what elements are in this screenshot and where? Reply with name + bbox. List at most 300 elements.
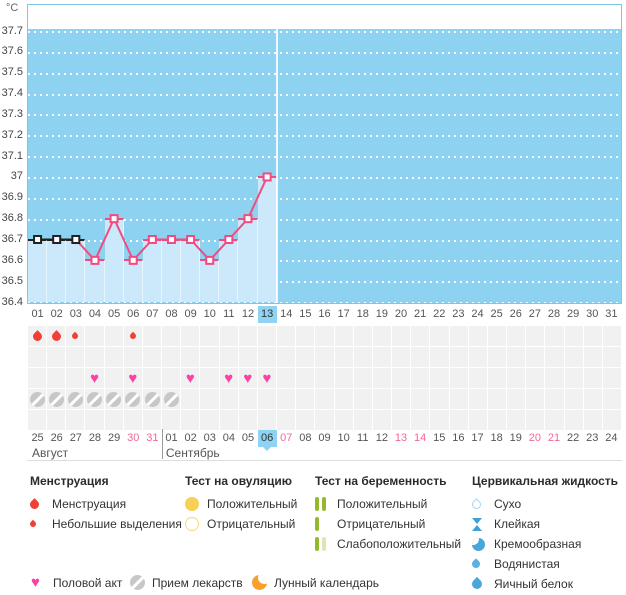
medication-cell-day-14[interactable]: [277, 389, 295, 409]
cervical-fluid-cell-day-12[interactable]: [239, 410, 257, 430]
medication-cell-day-31[interactable]: [603, 389, 621, 409]
intercourse-cell-day-5[interactable]: [105, 368, 123, 388]
tests-cell-day-15[interactable]: [296, 347, 314, 367]
cervical-fluid-cell-day-31[interactable]: [603, 410, 621, 430]
intercourse-cell-day-19[interactable]: [373, 368, 391, 388]
medication-cell-day-12[interactable]: [239, 389, 257, 409]
calendar-date-26[interactable]: 26: [50, 432, 63, 444]
medication-cell-day-7[interactable]: [143, 389, 161, 409]
test-bar: [315, 537, 319, 551]
calendar-date-03[interactable]: 03: [203, 432, 216, 444]
temperature-plot-area: [28, 5, 621, 303]
menstruation-cell-day-7[interactable]: [143, 326, 161, 346]
menstruation-cell-day-14[interactable]: [277, 326, 295, 346]
menstruation-cell-day-2[interactable]: [47, 326, 65, 346]
tests-cell-day-2[interactable]: [47, 347, 65, 367]
cervical-fluid-cell-day-14[interactable]: [277, 410, 295, 430]
menstruation-cell-day-17[interactable]: [335, 326, 353, 346]
cervical-fluid-cell-day-28[interactable]: [545, 410, 563, 430]
y-tick-label: 37.4: [1, 87, 23, 100]
cervical-fluid-cell-day-23[interactable]: [450, 410, 468, 430]
calendar-date-28[interactable]: 28: [88, 432, 102, 444]
menstruation-cell-day-29[interactable]: [565, 326, 583, 346]
pregnancy-positive-icon: [315, 497, 326, 511]
calendar-date-21[interactable]: 21: [547, 432, 561, 444]
legend-item-label: Яичный белок: [494, 577, 573, 591]
intercourse-cell-day-25[interactable]: [488, 368, 506, 388]
tests-cell-day-6[interactable]: [124, 347, 142, 367]
medication-cell-day-13[interactable]: [258, 389, 276, 409]
medication-cell-day-9[interactable]: [181, 389, 199, 409]
menstruation-cell-day-30[interactable]: [584, 326, 602, 346]
fluid-dry-icon: [470, 498, 483, 511]
y-tick-label: 36.5: [1, 274, 23, 287]
medication-cell-day-1[interactable]: [28, 389, 46, 409]
test-bar: [322, 497, 326, 511]
cervical-fluid-cell-day-30[interactable]: [584, 410, 602, 430]
intercourse-cell-day-22[interactable]: [430, 368, 448, 388]
cycle-day-02[interactable]: 02: [50, 308, 63, 320]
cervical-fluid-cell-day-20[interactable]: [392, 410, 410, 430]
cycle-day-15[interactable]: 15: [299, 308, 312, 320]
tests-cell-day-3[interactable]: [66, 347, 84, 367]
tests-cell-day-31[interactable]: [603, 347, 621, 367]
menstruation-cell-day-10[interactable]: [200, 326, 218, 346]
pill-icon: [49, 392, 64, 407]
y-tick-label: 36.7: [1, 233, 23, 245]
menstruation-cell-day-13[interactable]: [258, 326, 276, 346]
cycle-day-13[interactable]: 13: [258, 306, 277, 323]
intercourse-cell-day-31[interactable]: [603, 368, 621, 388]
legend-icon-box: [315, 537, 337, 551]
month-label: Август: [32, 446, 69, 460]
intercourse-cell-day-16[interactable]: [315, 368, 333, 388]
medication-cell-day-11[interactable]: [220, 389, 238, 409]
pregnancy-negative-icon: [315, 517, 319, 531]
calendar-date-20[interactable]: 20: [528, 432, 542, 444]
y-tick-label: 37.6: [1, 45, 23, 58]
cycle-day-21[interactable]: 21: [414, 308, 427, 320]
legend-icon-box: [315, 497, 337, 511]
cycle-day-30[interactable]: 30: [586, 308, 599, 320]
calendar-date-10[interactable]: 10: [337, 432, 350, 444]
cervical-fluid-cell-day-11[interactable]: [220, 410, 238, 430]
intercourse-cell-day-9[interactable]: [181, 368, 199, 388]
menstruation-cell-day-24[interactable]: [469, 326, 487, 346]
cervical-fluid-cell-day-1[interactable]: [28, 410, 46, 430]
calendar-date-22[interactable]: 22: [567, 432, 580, 444]
medication-cell-day-16[interactable]: [315, 389, 333, 409]
pregnancy-weak-icon: [315, 537, 326, 551]
cycle-day-11[interactable]: 11: [223, 308, 235, 320]
medication-cell-day-4[interactable]: [85, 389, 103, 409]
cycle-day-18[interactable]: 18: [356, 308, 369, 320]
cervical-fluid-cell-day-17[interactable]: [335, 410, 353, 430]
cycle-day-22[interactable]: 22: [433, 308, 446, 320]
calendar-date-29[interactable]: 29: [107, 432, 121, 444]
intercourse-cell-day-23[interactable]: [450, 368, 468, 388]
temperature-marker: [225, 236, 232, 243]
tests-cell-day-4[interactable]: [85, 347, 103, 367]
cycle-day-05[interactable]: 05: [107, 308, 121, 320]
cervical-fluid-cell-day-7[interactable]: [143, 410, 161, 430]
cycle-day-07[interactable]: 07: [146, 308, 159, 320]
cervical-fluid-cell-day-16[interactable]: [315, 410, 333, 430]
menstruation-cell-day-9[interactable]: [181, 326, 199, 346]
cycle-day-09[interactable]: 09: [184, 308, 197, 320]
intercourse-cell-day-27[interactable]: [526, 368, 544, 388]
tests-cell-day-22[interactable]: [430, 347, 448, 367]
cervical-fluid-cell-day-25[interactable]: [488, 410, 506, 430]
tests-cell-day-9[interactable]: [181, 347, 199, 367]
tests-cell-day-10[interactable]: [200, 347, 218, 367]
medication-cell-day-6[interactable]: [124, 389, 142, 409]
cervical-fluid-cell-day-22[interactable]: [430, 410, 448, 430]
intercourse-cell-day-12[interactable]: [239, 368, 257, 388]
calendar-date-07[interactable]: 07: [280, 432, 293, 444]
tests-cell-day-5[interactable]: [105, 347, 123, 367]
cervical-fluid-cell-day-10[interactable]: [200, 410, 218, 430]
temperature-marker: [264, 173, 271, 180]
legend-footer-item: [252, 575, 379, 590]
y-tick-label: 37.5: [1, 66, 23, 79]
tests-cell-day-12[interactable]: [239, 347, 257, 367]
tests-cell-day-30[interactable]: [584, 347, 602, 367]
pill-icon: [130, 575, 145, 590]
heart-icon: [128, 371, 137, 386]
tests-cell-day-16[interactable]: [315, 347, 333, 367]
cycle-day-28[interactable]: 28: [547, 308, 561, 320]
tests-cell-day-24[interactable]: [469, 347, 487, 367]
intercourse-cell-day-8[interactable]: [162, 368, 180, 388]
menstruation-cell-day-21[interactable]: [411, 326, 429, 346]
intercourse-cell-day-11[interactable]: [220, 368, 238, 388]
menstruation-cell-day-8[interactable]: [162, 326, 180, 346]
medication-cell-day-25[interactable]: [488, 389, 506, 409]
intercourse-cell-day-29[interactable]: [565, 368, 583, 388]
medication-cell-day-10[interactable]: [200, 389, 218, 409]
heart-icon: [224, 371, 233, 386]
calendar-date-24[interactable]: 24: [605, 432, 618, 444]
tests-cell-day-28[interactable]: [545, 347, 563, 367]
tests-cell-day-1[interactable]: [28, 347, 46, 367]
fluid-creamy-icon: [472, 538, 485, 551]
medication-cell-day-19[interactable]: [373, 389, 391, 409]
legend-item: [185, 514, 297, 534]
tests-cell-day-25[interactable]: [488, 347, 506, 367]
cervical-fluid-cell-day-24[interactable]: [469, 410, 487, 430]
medication-cell-day-28[interactable]: [545, 389, 563, 409]
intercourse-cell-day-1[interactable]: [28, 368, 46, 388]
legend-item: [185, 494, 297, 514]
calendar-date-12[interactable]: 12: [375, 432, 388, 444]
cycle-day-24[interactable]: 24: [471, 308, 484, 320]
calendar-date-05[interactable]: 05: [241, 432, 255, 444]
tests-cell-day-7[interactable]: [143, 347, 161, 367]
menstruation-cell-day-1[interactable]: [28, 326, 46, 346]
cervical-fluid-cell-day-9[interactable]: [181, 410, 199, 430]
intercourse-cell-day-14[interactable]: [277, 368, 295, 388]
y-tick-label: 36.8: [1, 212, 23, 225]
tests-cell-day-19[interactable]: [373, 347, 391, 367]
medication-cell-day-23[interactable]: [450, 389, 468, 409]
menstruation-cell-day-27[interactable]: [526, 326, 544, 346]
medication-cell-day-5[interactable]: [105, 389, 123, 409]
legend-item-label: Положительный: [337, 497, 428, 511]
legend-item-label: Небольшие выделения: [52, 517, 182, 531]
moon-icon: [252, 575, 267, 590]
y-tick-label: 37.7: [1, 24, 23, 37]
intercourse-cell-day-6[interactable]: [124, 368, 142, 388]
intercourse-cell-day-7[interactable]: [143, 368, 161, 388]
legend-footer-item: [130, 575, 243, 590]
legend-icon-box: [30, 500, 52, 509]
cycle-day-31[interactable]: 31: [605, 308, 618, 320]
tests-cell-day-23[interactable]: [450, 347, 468, 367]
legend-item: [472, 554, 618, 574]
cycle-day-03[interactable]: 03: [69, 308, 82, 320]
y-tick-label: 36.6: [1, 253, 23, 266]
calendar-date-14[interactable]: 14: [414, 432, 427, 444]
intercourse-cell-day-26[interactable]: [507, 368, 525, 388]
medication-cell-day-8[interactable]: [162, 389, 180, 409]
legend-item: [30, 514, 182, 534]
heart-icon: [31, 575, 40, 590]
medication-cell-day-15[interactable]: [296, 389, 314, 409]
temperature-marker: [130, 257, 137, 264]
cycle-day-01[interactable]: 01: [31, 308, 44, 320]
legend-item: [472, 494, 618, 514]
menstruation-cell-day-16[interactable]: [315, 326, 333, 346]
legend-item-label: Половой акт: [53, 575, 123, 590]
heart-icon: [186, 371, 195, 386]
cycle-day-17[interactable]: 17: [337, 308, 350, 320]
menstruation-cell-day-23[interactable]: [450, 326, 468, 346]
temperature-marker: [168, 236, 175, 243]
medication-cell-day-22[interactable]: [430, 389, 448, 409]
cycle-day-26[interactable]: 26: [509, 308, 522, 320]
cervical-fluid-cell-day-18[interactable]: [354, 410, 372, 430]
menstruation-cell-day-11[interactable]: [220, 326, 238, 346]
menstruation-cell-day-15[interactable]: [296, 326, 314, 346]
medication-cell-day-3[interactable]: [66, 389, 84, 409]
medication-cell-day-21[interactable]: [411, 389, 429, 409]
menstruation-row: [28, 326, 621, 346]
legend-icon-box: [31, 575, 53, 590]
menstruation-cell-day-22[interactable]: [430, 326, 448, 346]
medication-cell-day-20[interactable]: [392, 389, 410, 409]
legend-item: [315, 494, 461, 514]
temperature-marker: [91, 257, 98, 264]
intercourse-cell-day-24[interactable]: [469, 368, 487, 388]
cervical-fluid-cell-day-2[interactable]: [47, 410, 65, 430]
calendar-date-08[interactable]: 08: [299, 432, 312, 444]
intercourse-cell-day-18[interactable]: [354, 368, 372, 388]
cycle-day-20[interactable]: 20: [394, 308, 408, 320]
temperature-line: [28, 5, 621, 303]
fluid-watery-icon: [470, 558, 481, 569]
medication-row: [28, 389, 621, 409]
cycle-day-06[interactable]: 06: [127, 308, 140, 320]
calendar-date-13[interactable]: 13: [394, 432, 408, 444]
cycle-day-25[interactable]: 25: [490, 308, 503, 320]
menstruation-cell-day-5[interactable]: [105, 326, 123, 346]
menstruation-cell-day-4[interactable]: [85, 326, 103, 346]
cervical-fluid-cell-day-4[interactable]: [85, 410, 103, 430]
cervical-fluid-cell-day-21[interactable]: [411, 410, 429, 430]
legend-title: Менструация: [30, 474, 109, 488]
calendar-date-row: [28, 430, 621, 447]
cervical-fluid-cell-day-3[interactable]: [66, 410, 84, 430]
medication-cell-day-27[interactable]: [526, 389, 544, 409]
calendar-date-04[interactable]: 04: [222, 432, 235, 444]
drop-big-icon: [50, 330, 63, 343]
calendar-date-31[interactable]: 31: [146, 432, 159, 444]
legend-item: [472, 534, 618, 554]
medication-cell-day-18[interactable]: [354, 389, 372, 409]
calendar-date-06[interactable]: 06: [258, 430, 277, 447]
calendar-date-17[interactable]: 17: [471, 432, 484, 444]
medication-cell-day-26[interactable]: [507, 389, 525, 409]
tests-cell-day-8[interactable]: [162, 347, 180, 367]
cervical-fluid-cell-day-6[interactable]: [124, 410, 142, 430]
intercourse-cell-day-4[interactable]: [85, 368, 103, 388]
temperature-marker: [72, 236, 79, 243]
cervical-fluid-cell-day-19[interactable]: [373, 410, 391, 430]
intercourse-cell-day-13[interactable]: [258, 368, 276, 388]
temperature-marker: [244, 215, 251, 222]
cycle-day-19[interactable]: 19: [375, 308, 388, 320]
legend-title: Цервикальная жидкость: [472, 474, 619, 488]
fluid-eggwhite-icon: [470, 577, 484, 591]
intercourse-cell-day-30[interactable]: [584, 368, 602, 388]
intercourse-cell-day-20[interactable]: [392, 368, 410, 388]
cycle-day-27[interactable]: 27: [528, 308, 542, 320]
cycle-day-10[interactable]: 10: [203, 308, 216, 320]
menstruation-cell-day-20[interactable]: [392, 326, 410, 346]
intercourse-cell-day-21[interactable]: [411, 368, 429, 388]
calendar-date-19[interactable]: 19: [509, 432, 522, 444]
cycle-day-29[interactable]: 29: [567, 308, 580, 320]
cervical-fluid-cell-day-26[interactable]: [507, 410, 525, 430]
menstruation-cell-day-12[interactable]: [239, 326, 257, 346]
intercourse-cell-day-15[interactable]: [296, 368, 314, 388]
menstruation-cell-day-26[interactable]: [507, 326, 525, 346]
cycle-day-08[interactable]: 08: [165, 308, 178, 320]
calendar-date-25[interactable]: 25: [31, 432, 44, 444]
cervical-fluid-cell-day-29[interactable]: [565, 410, 583, 430]
calendar-date-27[interactable]: 27: [69, 432, 82, 444]
cycle-day-04[interactable]: 04: [88, 308, 102, 320]
cervical-fluid-cell-day-5[interactable]: [105, 410, 123, 430]
drop-small-icon: [129, 332, 137, 340]
legend-item-label: Кремообразная: [494, 537, 582, 551]
intercourse-cell-day-3[interactable]: [66, 368, 84, 388]
legend-icon-box: [472, 500, 494, 509]
temperature-marker: [53, 236, 60, 243]
cycle-day-14[interactable]: 14: [280, 308, 293, 320]
temperature-chart: [27, 4, 622, 304]
menstruation-cell-day-6[interactable]: [124, 326, 142, 346]
y-tick-label: 37.3: [1, 107, 23, 120]
legend-icon-box: [315, 517, 337, 531]
tests-cell-day-27[interactable]: [526, 347, 544, 367]
tests-cell-day-18[interactable]: [354, 347, 372, 367]
y-tick-label: 37.2: [1, 128, 23, 141]
calendar-date-15[interactable]: 15: [433, 432, 446, 444]
month-label: Сентябрь: [165, 446, 220, 460]
tests-cell-day-20[interactable]: [392, 347, 410, 367]
legend-item-label: Отрицательный: [337, 517, 426, 531]
legend-column-4: [472, 474, 618, 594]
cervical-fluid-cell-day-13[interactable]: [258, 410, 276, 430]
cycle-day-23[interactable]: 23: [452, 308, 465, 320]
medication-cell-day-24[interactable]: [469, 389, 487, 409]
calendar-date-23[interactable]: 23: [586, 432, 599, 444]
legend-item: [30, 494, 182, 514]
legend-footer-item: [31, 575, 122, 590]
medication-cell-day-30[interactable]: [584, 389, 602, 409]
cervical-fluid-cell-day-8[interactable]: [162, 410, 180, 430]
medication-cell-day-2[interactable]: [47, 389, 65, 409]
intercourse-row: [28, 368, 621, 388]
y-tick-label: 36.4: [1, 295, 23, 308]
menstruation-cell-day-19[interactable]: [373, 326, 391, 346]
tests-cell-day-11[interactable]: [220, 347, 238, 367]
cervical-fluid-cell-day-27[interactable]: [526, 410, 544, 430]
heart-icon: [90, 371, 99, 386]
menstruation-cell-day-25[interactable]: [488, 326, 506, 346]
tests-cell-day-17[interactable]: [335, 347, 353, 367]
pill-icon: [145, 392, 160, 407]
cycle-day-12[interactable]: 12: [241, 308, 255, 320]
calendar-date-09[interactable]: 09: [318, 432, 331, 444]
tests-cell-day-21[interactable]: [411, 347, 429, 367]
pill-icon: [87, 392, 102, 407]
calendar-date-02[interactable]: 02: [184, 432, 197, 444]
calendar-date-16[interactable]: 16: [452, 432, 465, 444]
y-tick-label: 37.1: [1, 149, 23, 162]
medication-cell-day-29[interactable]: [565, 389, 583, 409]
legend-item: [315, 534, 461, 554]
pill-icon: [30, 392, 45, 407]
intercourse-cell-day-17[interactable]: [335, 368, 353, 388]
legend-item: [472, 514, 618, 534]
calendar-date-01[interactable]: 01: [165, 432, 178, 444]
cervical-fluid-cell-day-15[interactable]: [296, 410, 314, 430]
calendar-date-30[interactable]: 30: [127, 432, 140, 444]
legend-item: [472, 574, 618, 594]
menstruation-cell-day-28[interactable]: [545, 326, 563, 346]
intercourse-cell-day-2[interactable]: [47, 368, 65, 388]
tests-cell-day-13[interactable]: [258, 347, 276, 367]
cycle-day-16[interactable]: 16: [318, 308, 331, 320]
menstruation-cell-day-18[interactable]: [354, 326, 372, 346]
tests-cell-day-14[interactable]: [277, 347, 295, 367]
intercourse-cell-day-10[interactable]: [200, 368, 218, 388]
menstruation-cell-day-31[interactable]: [603, 326, 621, 346]
tests-cell-day-26[interactable]: [507, 347, 525, 367]
menstruation-cell-day-3[interactable]: [66, 326, 84, 346]
intercourse-cell-day-28[interactable]: [545, 368, 563, 388]
medication-cell-day-17[interactable]: [335, 389, 353, 409]
tests-cell-day-29[interactable]: [565, 347, 583, 367]
legend-title: Тест на овуляцию: [185, 474, 292, 488]
calendar-date-18[interactable]: 18: [490, 432, 503, 444]
temperature-marker: [187, 236, 194, 243]
pill-icon: [68, 392, 83, 407]
calendar-date-11[interactable]: 11: [357, 432, 369, 444]
